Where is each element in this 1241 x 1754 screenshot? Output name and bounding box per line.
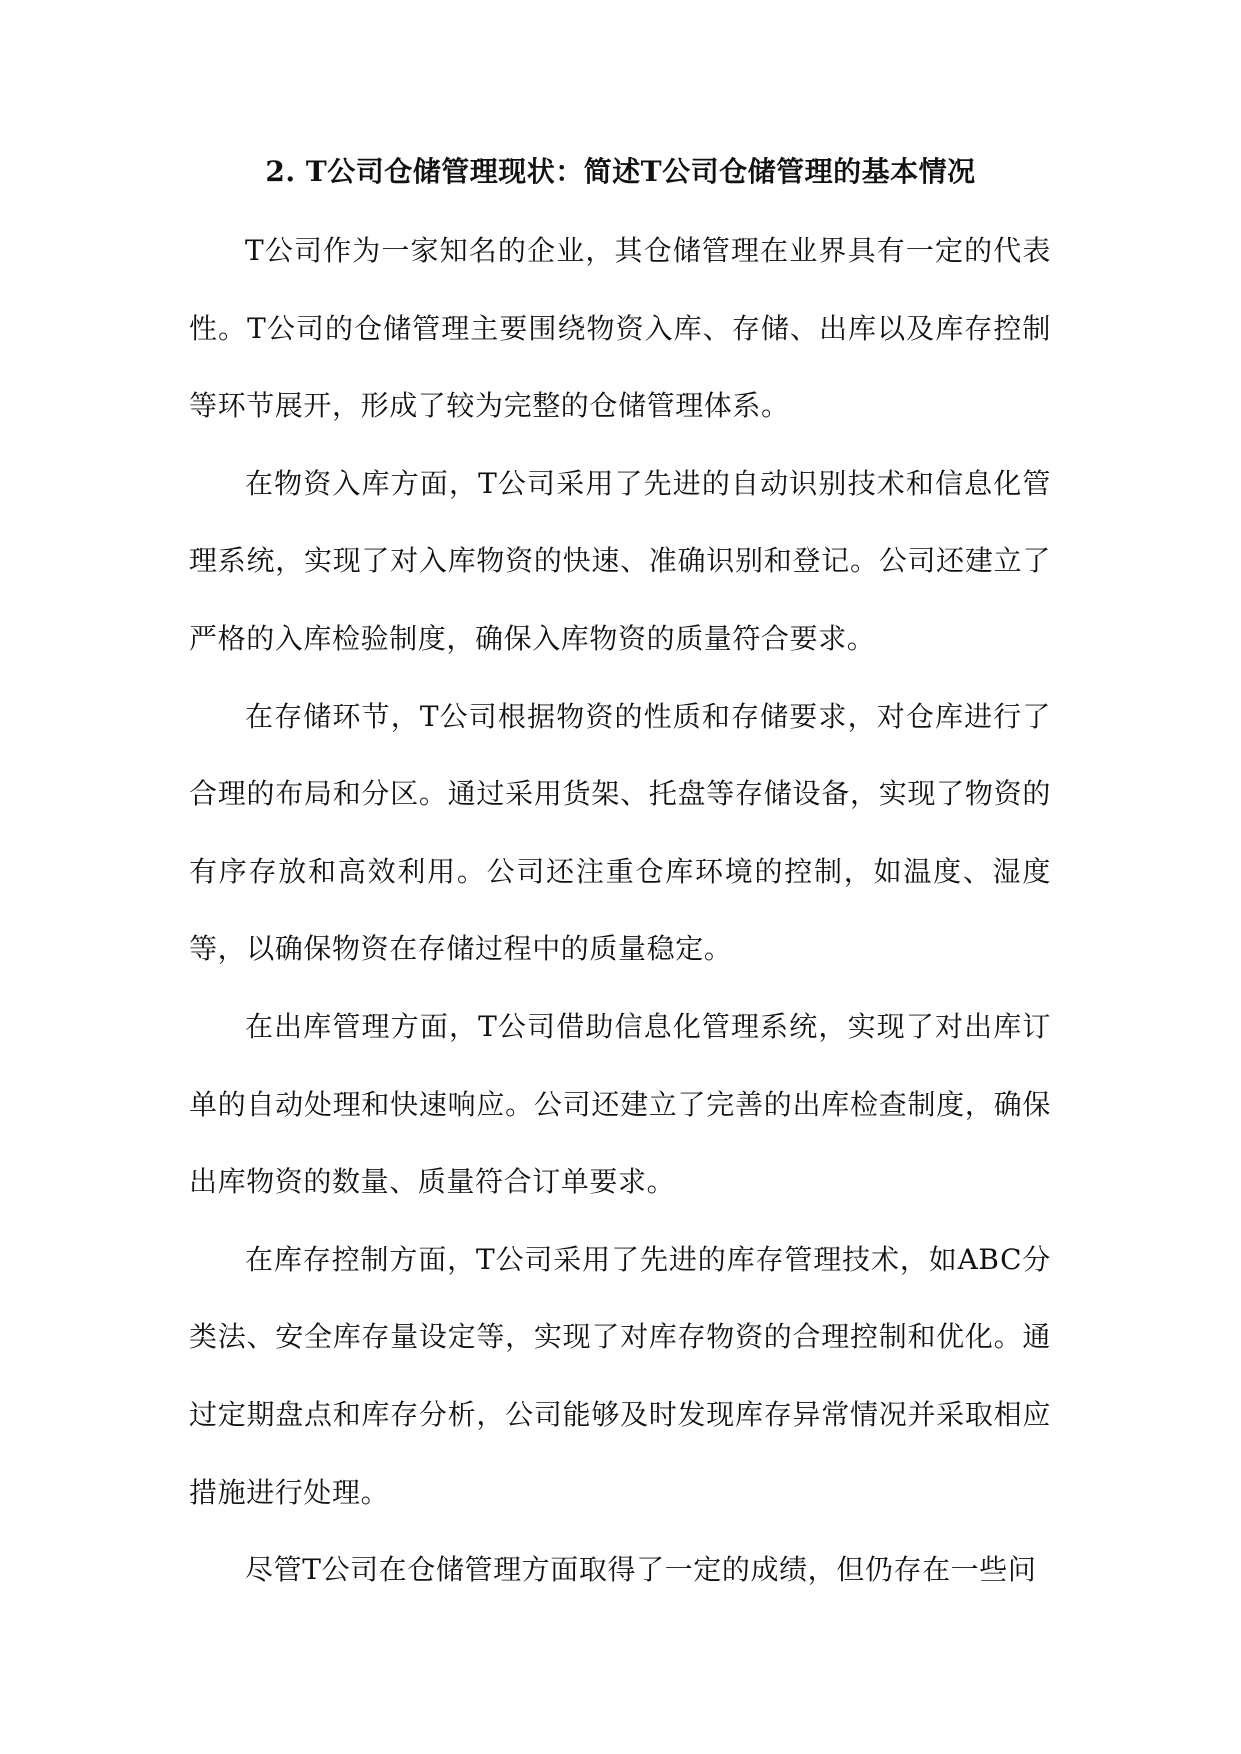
paragraph-intro: T公司作为一家知名的企业，其仓储管理在业界具有一定的代表性。T公司的仓储管理主要围绕物资入库、存储、出库以及库存控制等环节展开，形成了较为完整的仓储管理体系。 xyxy=(189,234,1051,423)
paragraph-storage: 在存储环节，T公司根据物资的性质和存储要求，对仓库进行了合理的布局和分区。通过采用货架、托盘等存储设备，实现了物资的有序存放和高效利用。公司还注重仓库环境的控制，如温度、湿度等，以确保物资在存储过程中的质量稳定。 xyxy=(189,699,1051,966)
paragraph-outbound: 在出库管理方面，T公司借助信息化管理系统，实现了对出库订单的自动处理和快速响应。公司还建立了完善的出库检查制度，确保出库物资的数量、质量符合订单要求。 xyxy=(189,1009,1051,1199)
section-heading: 2. T公司仓储管理现状：简述T公司仓储管理的基本情况 xyxy=(265,155,976,188)
body-text xyxy=(189,212,1051,1609)
paragraph-issues: 尽管T公司在仓储管理方面取得了一定的成绩，但仍存在一些问 xyxy=(245,1553,1037,1587)
paragraph-inbound: 在物资入库方面，T公司采用了先进的自动识别技术和信息化管理系统，实现了对入库物资的快速、准确识别和登记。公司还建立了严格的入库检验制度，确保入库物资的质量符合要求。 xyxy=(189,466,1051,655)
paragraph-inventory-control: 在库存控制方面，T公司采用了先进的库存管理技术，如ABC分类法、安全库存量设定等，实现了对库存物资的合理控制和优化。通过定期盘点和库存分析，公司能够及时发现库存异常情况并采取相应措施进行处理。 xyxy=(189,1242,1051,1509)
